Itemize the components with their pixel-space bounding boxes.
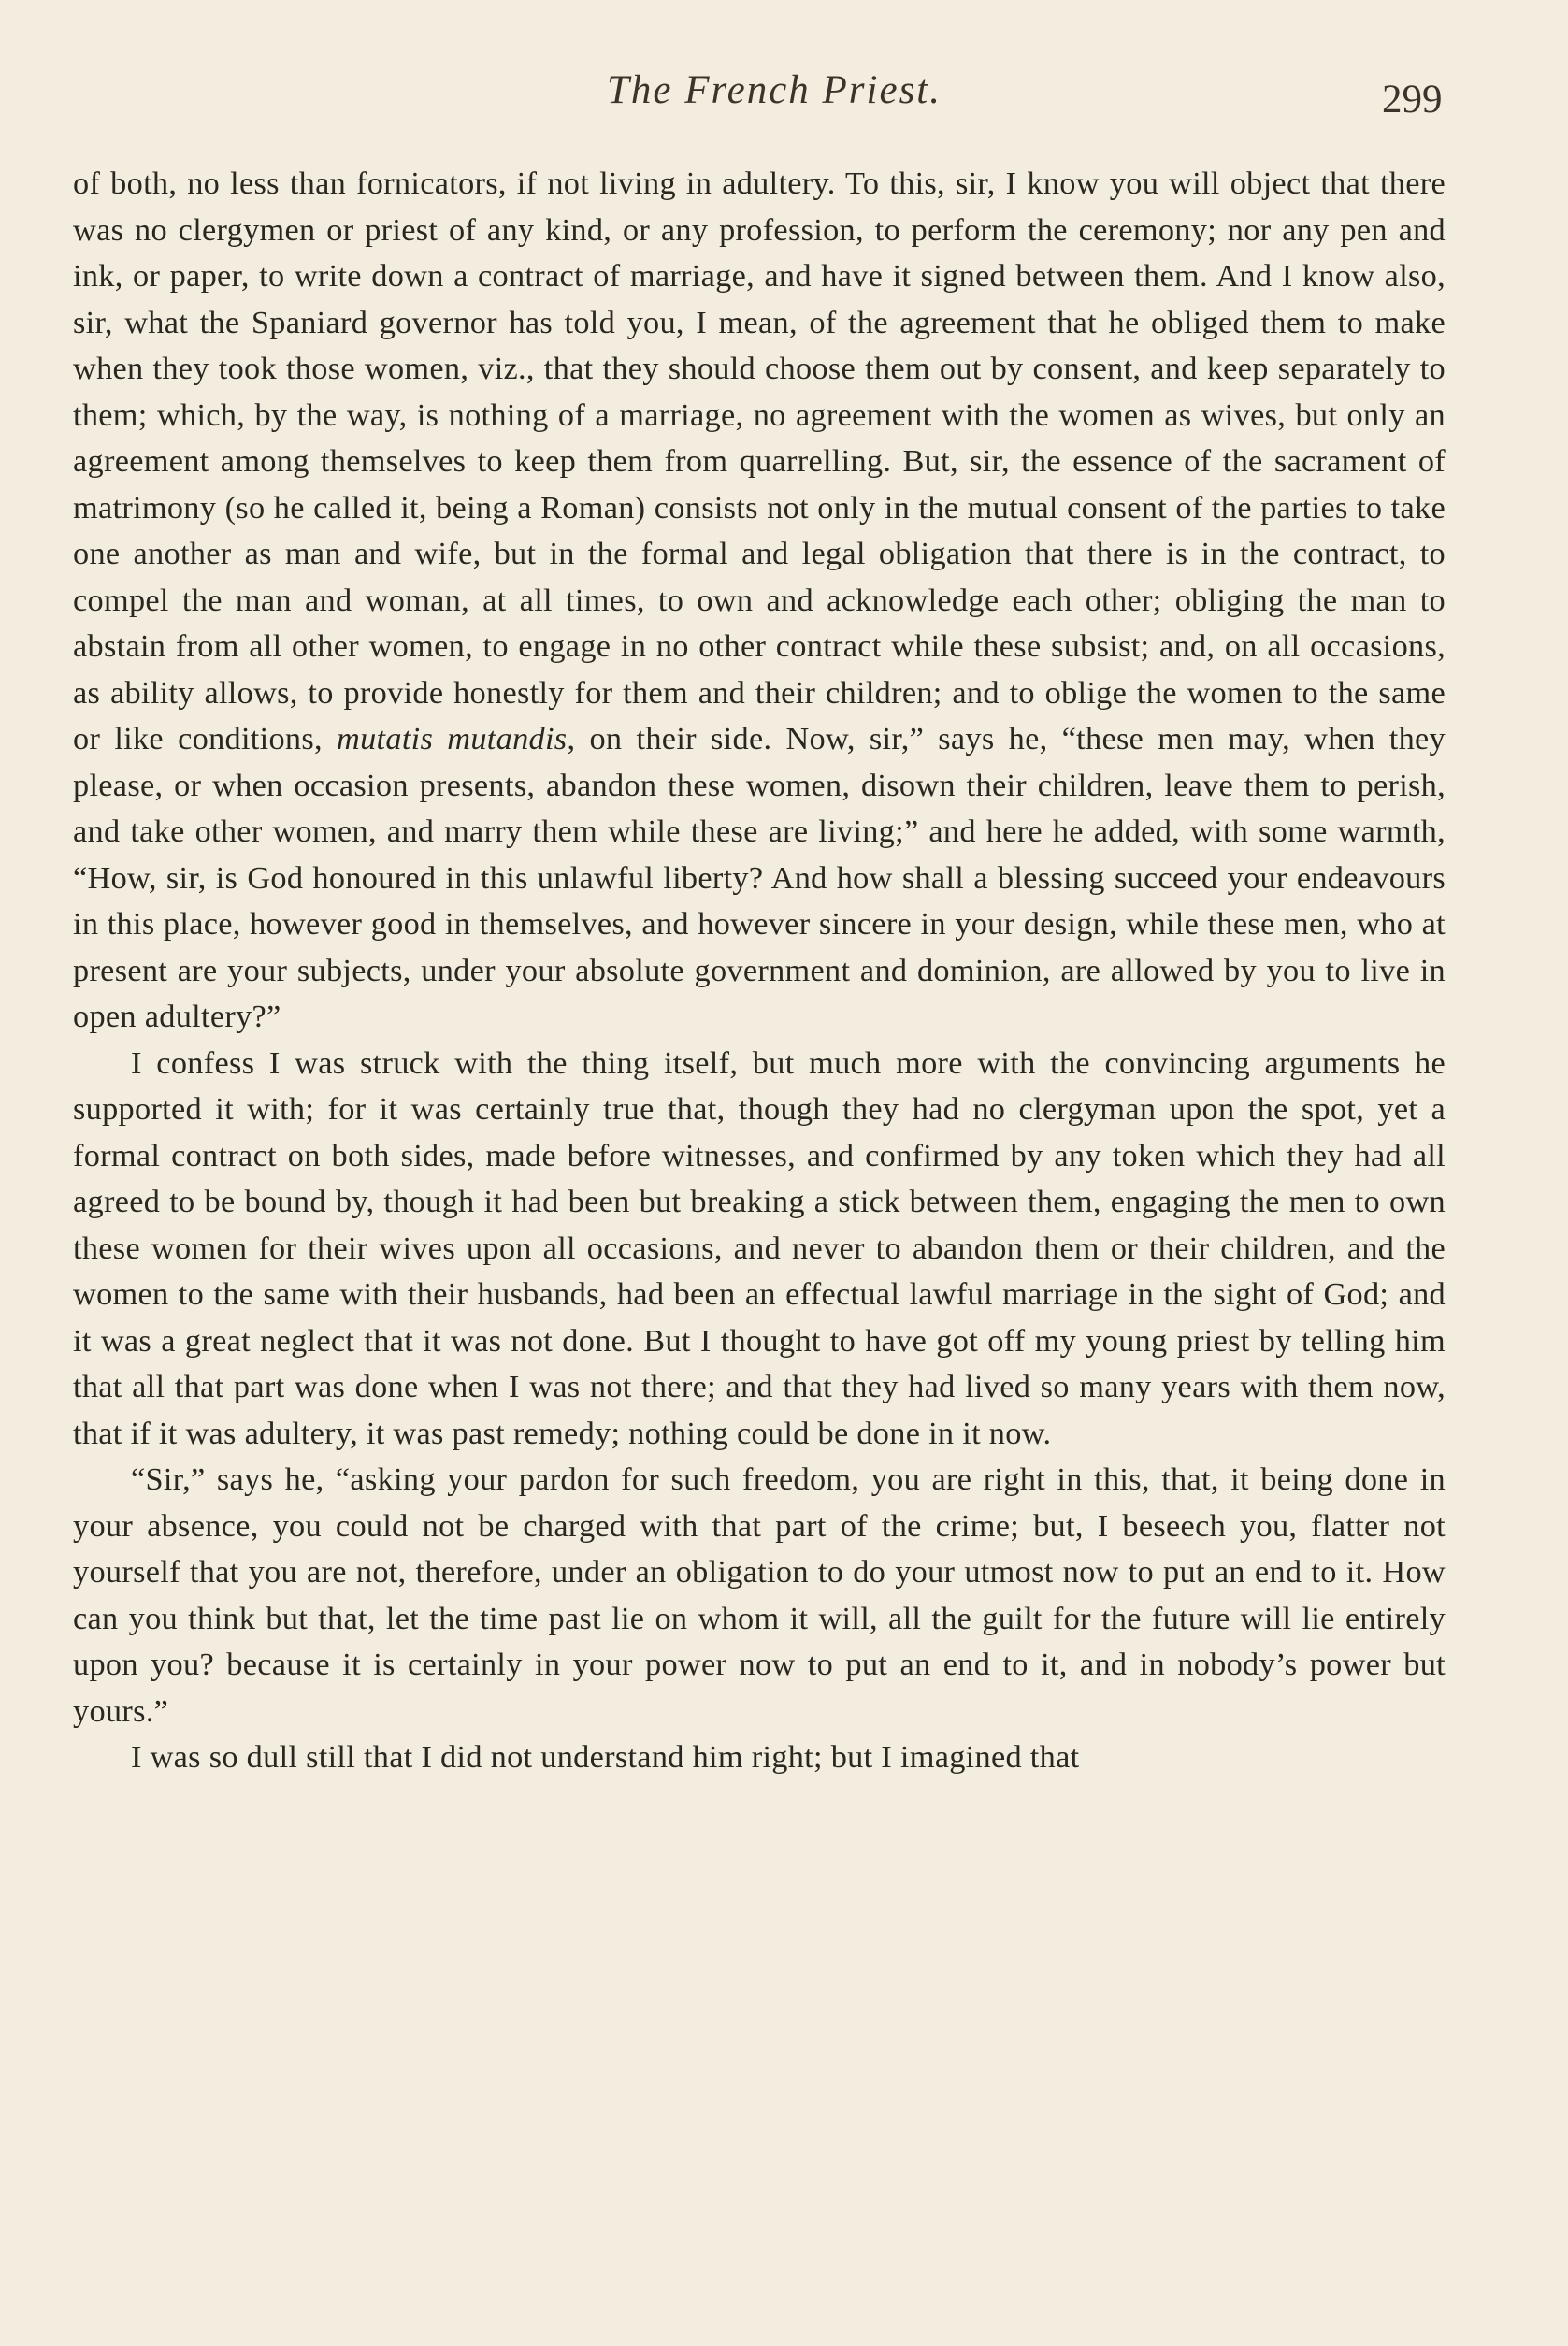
paragraph: [73, 1457, 1446, 1734]
paragraph: [73, 161, 1446, 1041]
text-run: , on their side. Now, sir,” says he, “these men may, when they please, or when occasion presents, abandon these women, disown their children, leave them to perish, and take other women, and marry them while these are living;” and here he added, with some warmth, “How, sir, is God honoured in this unlawful liberty? And how shall a blessing succeed your endeavours in this place, however good in themselves, and however sincere in your design, while these men, who at present are your subjects, under your absolute government and dominion, are allowed by you to live in open adultery?”: [73, 721, 1446, 1034]
running-head: [0, 67, 1568, 133]
body-text: [73, 161, 1446, 1781]
page-number: 299: [1382, 78, 1443, 122]
text-run: of both, no less than fornicators, if not living in adultery. To this, sir, I know you will object that there was no clergymen or priest of any kind, or any profession, to perform the ceremony; nor any pen and ink, or paper, to write down a contract of marriage, and have it signed between them. And I know also, sir, what the Spaniard governor has told you, I mean, of the agreement that he obliged them to make when they took those women, viz., that they should choose them out by consent, and keep separately to them; which, by the way, is nothing of a marriage, no agreement with the women as wives, but only an agreement among themselves to keep them from quarrelling. But, sir, the essence of the sacrament of matrimony (so he called it, being a Roman) consists not only in the mutual consent of the parties to take one another as man and wife, but in the formal and legal obligation that there is in the contract, to compel the man and woman, at all times, to own and acknowledge each other; obliging the man to abstain from all other women, to engage in no other contract while these subsist; and, on all occasions, as ability allows, to provide honestly for them and their children; and to oblige the women to the same or like conditions,: [73, 166, 1446, 756]
text-run: I confess I was struck with the thing itself, but much more with the convincing arguments he supported it with; for it was certainly true that, though they had no clergyman upon the spot, yet a formal contract on both sides, made before witnesses, and confirmed by any token which they had all agreed to be bound by, though it had been but breaking a stick between them, engaging the men to own these women for their wives upon all occasions, and never to abandon them or their children, and the women to the same with their husbands, had been an effectual lawful marriage in the sight of God; and it was a great neglect that it was not done. But I thought to have got off my young priest by telling him that all that part was done when I was not there; and that they had lived so many years with them now, that if it was adultery, it was past remedy; nothing could be done in it now.: [73, 1044, 1446, 1451]
text-run: “Sir,” says he, “asking your pardon for such freedom, you are right in this, that, it being done in your absence, you could not be charged with that part of the crime; but, I beseech you, flatter not yourself that you are not, therefore, under an obligation to do your utmost now to put an end to it. How can you think but that, let the time past lie on whom it will, all the guilt for the future will lie entirely upon you? because it is certainly in your power now to put an end to it, and in nobody’s power but yours.”: [73, 1461, 1446, 1729]
paragraph: [73, 1041, 1446, 1458]
paragraph: [73, 1734, 1446, 1781]
running-title: The French Priest.: [606, 68, 942, 112]
italic-text-run: mutatis mutandis: [337, 721, 568, 756]
text-run: I was so dull still that I did not understand him right; but I imagined that: [131, 1739, 1080, 1775]
